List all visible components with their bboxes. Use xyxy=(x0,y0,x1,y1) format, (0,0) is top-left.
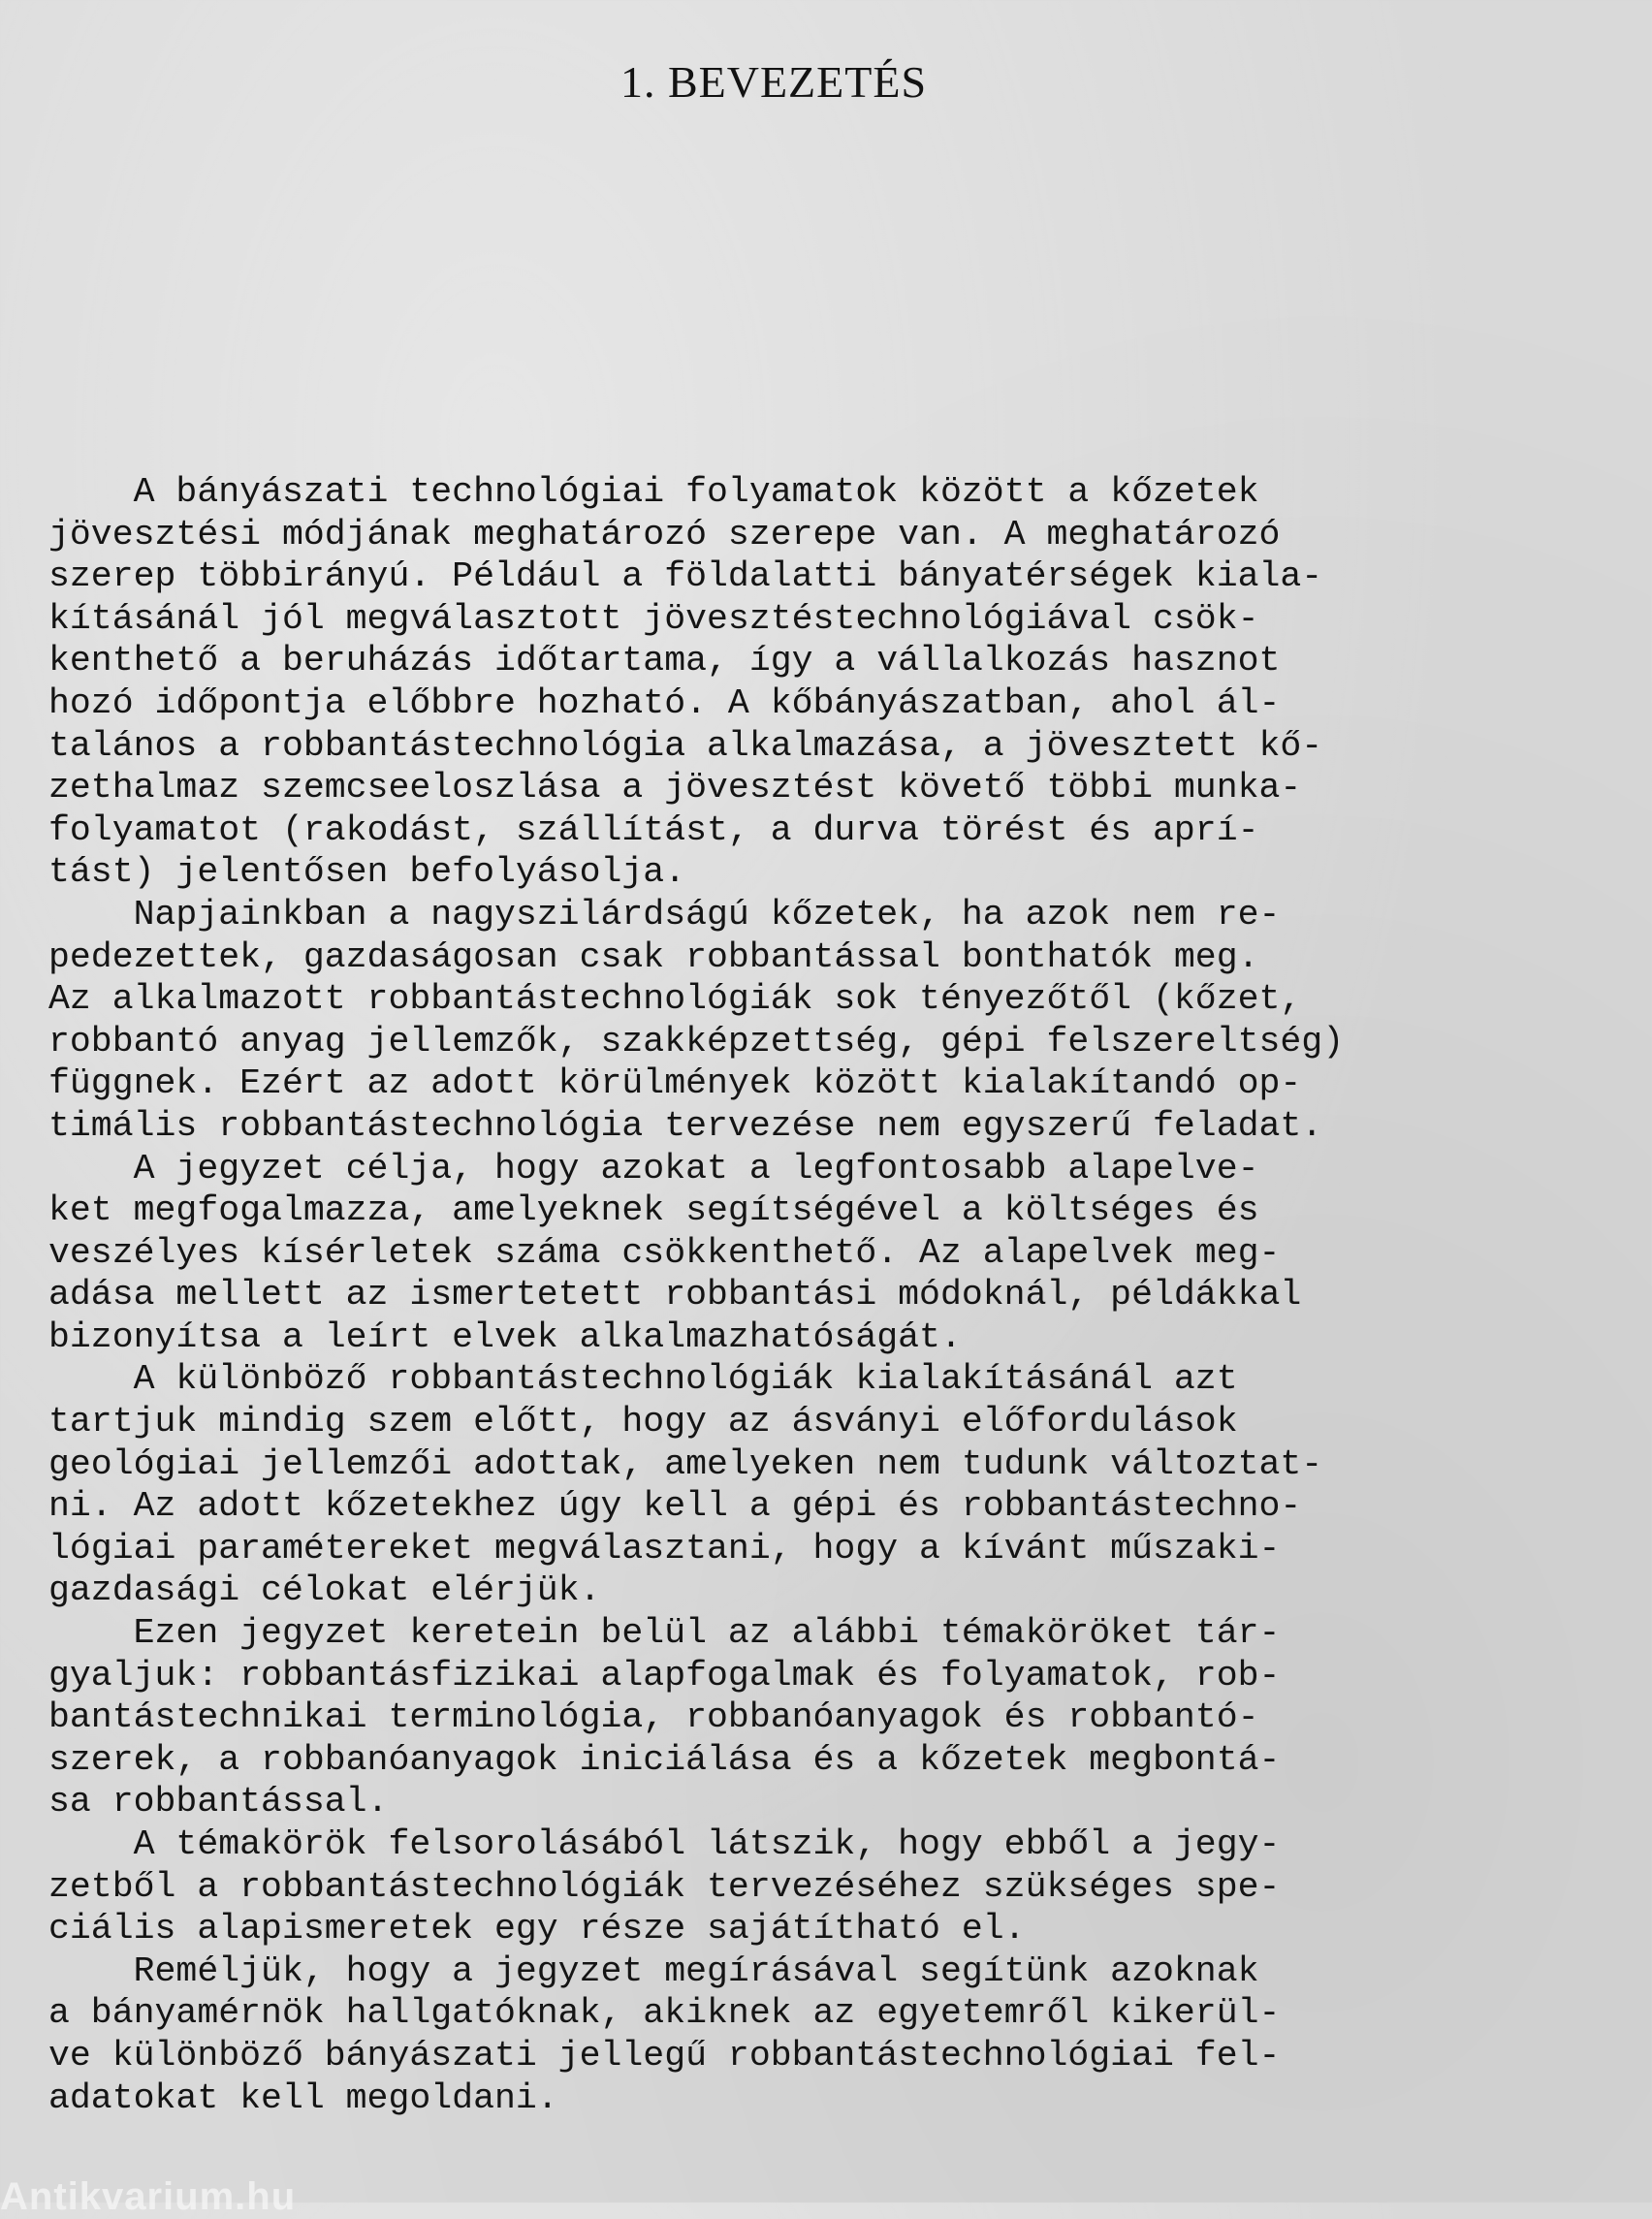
text-line: kenthető a beruházás időtartama, így a vállalkozás hasznot xyxy=(48,641,1281,682)
text-line: folyamatot (rakodást, szállítást, a durva törést és aprí- xyxy=(48,809,1259,850)
text-line: Reméljük, hogy a jegyzet megírásával segítünk azoknak xyxy=(48,1950,1259,1991)
text-line: tást) jelentősen befolyásolja. xyxy=(48,852,686,893)
text-line: szerek, a robbanóanyagok iniciálása és a kőzetek megbontá- xyxy=(48,1739,1281,1780)
text-line: A témakörök felsorolásából látszik, hogy ebből a jegy- xyxy=(48,1824,1281,1864)
text-line: A különböző robbantástechnológiák kialakításánál azt xyxy=(48,1359,1238,1400)
text-line: pedezettek, gazdaságosan csak robbantással bonthatók meg. xyxy=(48,936,1259,977)
text-line: a bányamérnök hallgatóknak, akiknek az egyetemről kikerül- xyxy=(48,1993,1281,2034)
text-line: Az alkalmazott robbantástechnológiák sok tényezőtől (kőzet, xyxy=(48,979,1302,1020)
text-line: geológiai jellemzői adottak, amelyeken nem tudunk változtat- xyxy=(48,1443,1323,1484)
text-line: függnek. Ezért az adott körülmények között kialakítandó op- xyxy=(48,1063,1302,1104)
text-line: bantástechnikai terminológia, robbanóanyagok és robbantó- xyxy=(48,1697,1259,1738)
text-line: A bányászati technológiai folyamatok között a kőzetek xyxy=(48,472,1259,512)
body-text xyxy=(48,471,1600,2119)
text-line: robbantó anyag jellemzők, szakképzettség, gépi felszereltség) xyxy=(48,1021,1345,1062)
text-line: timális robbantástechnológia tervezése nem egyszerű feladat. xyxy=(48,1105,1323,1146)
text-line: lógiai paramétereket megválasztani, hogy a kívánt műszaki- xyxy=(48,1528,1281,1569)
watermark-text: Antikvarium.hu xyxy=(0,2175,297,2218)
chapter-heading: 1. BEVEZETÉS xyxy=(620,57,928,107)
text-line: gazdasági célokat elérjük. xyxy=(48,1570,601,1611)
text-line: sa robbantással. xyxy=(48,1782,389,1823)
text-line: kításánál jól megválasztott jövesztéstechnológiával csök- xyxy=(48,598,1259,639)
text-line: zetből a robbantástechnológiák tervezéséhez szükséges spe- xyxy=(48,1866,1281,1907)
text-line: hozó időpontja előbbre hozható. A kőbányászatban, ahol ál- xyxy=(48,682,1281,723)
text-line: jövesztési módjának meghatározó szerepe van. A meghatározó xyxy=(48,514,1281,555)
text-line: adása mellett az ismertetett robbantási módoknál, példákkal xyxy=(48,1275,1302,1316)
text-line: Napjainkban a nagyszilárdságú kőzetek, ha azok nem re- xyxy=(48,894,1281,935)
text-line: adatokat kell megoldani. xyxy=(48,2077,558,2118)
text-line: ciális alapismeretek egy része sajátítható el. xyxy=(48,1909,1026,1950)
text-line: veszélyes kísérletek száma csökkenthető. Az alapelvek meg- xyxy=(48,1232,1281,1273)
text-line: tartjuk mindig szem előtt, hogy az ásványi előfordulások xyxy=(48,1402,1238,1442)
text-line: ket megfogalmazza, amelyeknek segítségével a költséges és xyxy=(48,1190,1259,1231)
text-line: Ezen jegyzet keretein belül az alábbi témaköröket tár- xyxy=(48,1613,1281,1654)
text-line: ni. Az adott kőzetekhez úgy kell a gépi és robbantástechno- xyxy=(48,1486,1302,1527)
text-line: bizonyítsa a leírt elvek alkalmazhatóságát. xyxy=(48,1316,962,1357)
text-line: A jegyzet célja, hogy azokat a legfontosabb alapelve- xyxy=(48,1148,1259,1189)
text-line: ve különböző bányászati jellegű robbantástechnológiai fel- xyxy=(48,2035,1281,2076)
text-line: szerep többirányú. Például a földalatti bányatérségek kiala- xyxy=(48,556,1323,597)
text-line: talános a robbantástechnológia alkalmazása, a jövesztett kő- xyxy=(48,725,1323,766)
text-line: gyaljuk: robbantásfizikai alapfogalmak és folyamatok, rob- xyxy=(48,1655,1281,1696)
text-line: zethalmaz szemcseeloszlása a jövesztést követő többi munka- xyxy=(48,768,1302,808)
